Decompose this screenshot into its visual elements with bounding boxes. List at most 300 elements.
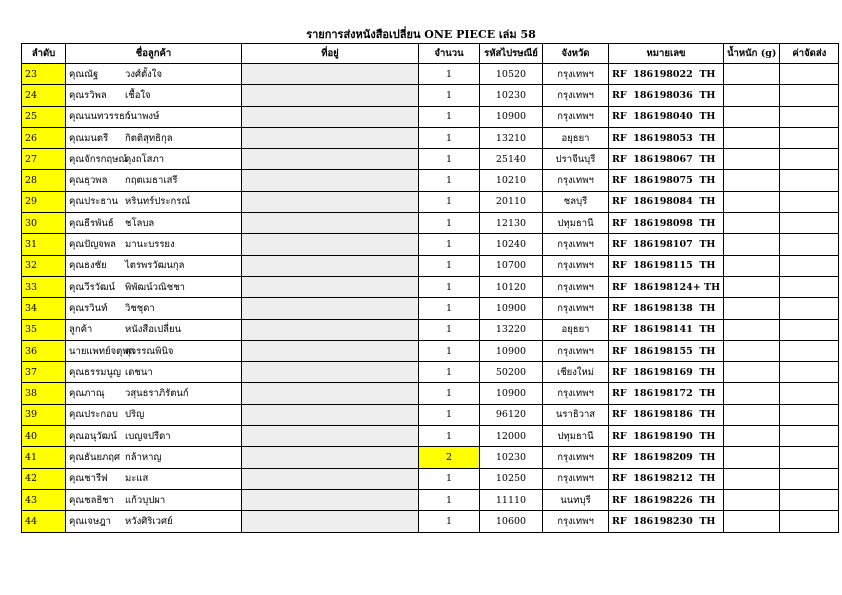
first-name: คุณประธาน bbox=[69, 196, 119, 208]
postcode-cell[interactable] bbox=[480, 85, 543, 106]
tracking-cell[interactable] bbox=[609, 383, 724, 404]
address-cell[interactable] bbox=[242, 511, 419, 532]
seq-cell[interactable] bbox=[22, 191, 66, 212]
address-cell[interactable] bbox=[242, 468, 419, 489]
last-name: เบญจปรีดา bbox=[125, 430, 171, 442]
tracking-value: RF 186198067 TH bbox=[612, 153, 716, 165]
fee-cell[interactable] bbox=[780, 234, 839, 255]
address-cell[interactable] bbox=[242, 170, 419, 191]
table-row bbox=[22, 191, 839, 212]
header-province: จังหวัด bbox=[543, 44, 609, 64]
weight-cell[interactable] bbox=[724, 234, 780, 255]
tracking-value: RF 186198186 TH bbox=[612, 409, 716, 421]
table-row bbox=[22, 255, 839, 276]
seq-value: 36 bbox=[25, 345, 38, 357]
tracking-cell[interactable] bbox=[609, 511, 724, 532]
tracking-value: RF 186198053 TH bbox=[612, 132, 716, 144]
address-cell[interactable] bbox=[242, 255, 419, 276]
qty-value: 1 bbox=[445, 430, 453, 442]
tracking-value: RF 186198230 TH bbox=[612, 515, 716, 527]
province-cell[interactable] bbox=[543, 447, 609, 468]
postcode-cell[interactable] bbox=[480, 255, 543, 276]
table-row bbox=[22, 213, 839, 234]
qty-cell[interactable] bbox=[419, 340, 480, 361]
last-name: ดุงถโสภา bbox=[125, 153, 165, 165]
qty-value: 1 bbox=[445, 68, 453, 80]
postcode-value: 13210 bbox=[495, 132, 527, 144]
table-row bbox=[22, 64, 839, 85]
header-weight: น้ำหนัก (g) bbox=[724, 44, 780, 64]
province-value: กรุงเทพฯ bbox=[557, 239, 594, 251]
customer-name-cell[interactable] bbox=[66, 106, 242, 127]
seq-cell[interactable] bbox=[22, 468, 66, 489]
qty-cell[interactable] bbox=[419, 149, 480, 170]
seq-cell[interactable] bbox=[22, 383, 66, 404]
customer-name-cell[interactable] bbox=[66, 170, 242, 191]
address-cell[interactable] bbox=[242, 404, 419, 425]
seq-cell[interactable] bbox=[22, 127, 66, 148]
postcode-value: 10230 bbox=[495, 89, 527, 101]
address-cell[interactable] bbox=[242, 276, 419, 297]
province-value: นนทบุรี bbox=[560, 494, 591, 506]
last-name: เชื้อใจ bbox=[125, 89, 151, 101]
seq-value: 30 bbox=[25, 217, 38, 229]
header-fee: ค่าจัดส่ง bbox=[780, 44, 839, 64]
seq-cell[interactable] bbox=[22, 149, 66, 170]
postcode-value: 10900 bbox=[495, 302, 527, 314]
seq-value: 34 bbox=[25, 302, 38, 314]
fee-cell[interactable] bbox=[780, 149, 839, 170]
first-name: คุณธีรพันธ์ bbox=[69, 217, 114, 229]
tracking-cell[interactable] bbox=[609, 191, 724, 212]
province-cell[interactable] bbox=[543, 106, 609, 127]
qty-cell[interactable] bbox=[419, 64, 480, 85]
seq-cell[interactable] bbox=[22, 106, 66, 127]
seq-cell[interactable] bbox=[22, 170, 66, 191]
fee-cell[interactable] bbox=[780, 362, 839, 383]
postcode-cell[interactable] bbox=[480, 362, 543, 383]
table-row bbox=[22, 447, 839, 468]
customer-name-cell[interactable] bbox=[66, 489, 242, 510]
qty-value: 1 bbox=[445, 388, 453, 400]
last-name: หวังศิริเวศย์ bbox=[125, 515, 173, 527]
qty-cell[interactable] bbox=[419, 255, 480, 276]
weight-cell[interactable] bbox=[724, 64, 780, 85]
last-name: มะแส bbox=[125, 473, 149, 485]
address-cell[interactable] bbox=[242, 149, 419, 170]
address-cell[interactable] bbox=[242, 85, 419, 106]
tracking-value: RF 186198115 TH bbox=[612, 260, 716, 272]
address-cell[interactable] bbox=[242, 234, 419, 255]
fee-cell[interactable] bbox=[780, 85, 839, 106]
qty-cell[interactable] bbox=[419, 85, 480, 106]
tracking-cell[interactable] bbox=[609, 64, 724, 85]
postcode-value: 13220 bbox=[495, 324, 527, 336]
province-cell[interactable] bbox=[543, 489, 609, 510]
header-row bbox=[22, 44, 839, 64]
fee-cell[interactable] bbox=[780, 340, 839, 361]
table-row bbox=[22, 489, 839, 510]
qty-cell[interactable] bbox=[419, 426, 480, 447]
province-value: กรุงเทพฯ bbox=[557, 451, 594, 463]
postcode-cell[interactable] bbox=[480, 468, 543, 489]
province-value: กรุงเทพฯ bbox=[557, 111, 594, 123]
customer-name-cell[interactable] bbox=[66, 85, 242, 106]
province-value: อยุธยา bbox=[561, 324, 590, 336]
fee-cell[interactable] bbox=[780, 127, 839, 148]
qty-cell[interactable] bbox=[419, 447, 480, 468]
qty-value: 1 bbox=[445, 515, 453, 527]
province-cell[interactable] bbox=[543, 255, 609, 276]
postcode-cell[interactable] bbox=[480, 447, 543, 468]
province-cell[interactable] bbox=[543, 383, 609, 404]
address-cell[interactable] bbox=[242, 447, 419, 468]
weight-cell[interactable] bbox=[724, 149, 780, 170]
seq-cell[interactable] bbox=[22, 404, 66, 425]
seq-cell[interactable] bbox=[22, 426, 66, 447]
first-name: คุณรวิพล bbox=[69, 89, 107, 101]
tracking-cell[interactable] bbox=[609, 340, 724, 361]
qty-value: 1 bbox=[445, 302, 453, 314]
tracking-cell[interactable] bbox=[609, 426, 724, 447]
tracking-cell[interactable] bbox=[609, 468, 724, 489]
first-name: คุณณัฐ bbox=[69, 68, 99, 80]
table-row bbox=[22, 319, 839, 340]
weight-cell[interactable] bbox=[724, 213, 780, 234]
postcode-cell[interactable] bbox=[480, 426, 543, 447]
weight-cell[interactable] bbox=[724, 489, 780, 510]
province-cell[interactable] bbox=[543, 149, 609, 170]
tracking-value: RF 186198040 TH bbox=[612, 111, 716, 123]
customer-name-cell[interactable] bbox=[66, 340, 242, 361]
customer-name-cell[interactable] bbox=[66, 362, 242, 383]
province-cell[interactable] bbox=[543, 298, 609, 319]
seq-value: 37 bbox=[25, 366, 38, 378]
qty-cell[interactable] bbox=[419, 213, 480, 234]
seq-cell[interactable] bbox=[22, 319, 66, 340]
seq-cell[interactable] bbox=[22, 64, 66, 85]
weight-cell[interactable] bbox=[724, 85, 780, 106]
header-seq: ลำดับ bbox=[22, 44, 66, 64]
qty-cell[interactable] bbox=[419, 362, 480, 383]
seq-cell[interactable] bbox=[22, 276, 66, 297]
province-cell[interactable] bbox=[543, 511, 609, 532]
tracking-cell[interactable] bbox=[609, 170, 724, 191]
customer-name-cell[interactable] bbox=[66, 127, 242, 148]
customer-name-cell[interactable] bbox=[66, 64, 242, 85]
province-cell[interactable] bbox=[543, 426, 609, 447]
tracking-value: RF 186198169 TH bbox=[612, 366, 716, 378]
fee-cell[interactable] bbox=[780, 213, 839, 234]
qty-cell[interactable] bbox=[419, 106, 480, 127]
address-cell[interactable] bbox=[242, 127, 419, 148]
qty-value: 1 bbox=[445, 281, 453, 293]
weight-cell[interactable] bbox=[724, 319, 780, 340]
customer-name-cell[interactable] bbox=[66, 234, 242, 255]
postcode-cell[interactable] bbox=[480, 191, 543, 212]
province-cell[interactable] bbox=[543, 191, 609, 212]
customer-name-cell[interactable] bbox=[66, 511, 242, 532]
province-cell[interactable] bbox=[543, 468, 609, 489]
table-row bbox=[22, 340, 839, 361]
seq-cell[interactable] bbox=[22, 213, 66, 234]
postcode-value: 12130 bbox=[495, 217, 527, 229]
tracking-cell[interactable] bbox=[609, 106, 724, 127]
customer-name-cell[interactable] bbox=[66, 404, 242, 425]
fee-cell[interactable] bbox=[780, 404, 839, 425]
customer-name-cell[interactable] bbox=[66, 255, 242, 276]
postcode-cell[interactable] bbox=[480, 127, 543, 148]
header-postcode: รหัสไปรษณีย์ bbox=[480, 44, 543, 64]
weight-cell[interactable] bbox=[724, 170, 780, 191]
tracking-cell[interactable] bbox=[609, 213, 724, 234]
last-name: แก้วบุปผา bbox=[125, 494, 166, 506]
province-cell[interactable] bbox=[543, 319, 609, 340]
weight-cell[interactable] bbox=[724, 106, 780, 127]
qty-cell[interactable] bbox=[419, 511, 480, 532]
province-value: ชลบุรี bbox=[563, 196, 588, 208]
postcode-value: 25140 bbox=[495, 153, 527, 165]
tracking-cell[interactable] bbox=[609, 127, 724, 148]
address-cell[interactable] bbox=[242, 340, 419, 361]
qty-value: 1 bbox=[445, 239, 453, 251]
tracking-cell[interactable] bbox=[609, 362, 724, 383]
province-cell[interactable] bbox=[543, 234, 609, 255]
tracking-cell[interactable] bbox=[609, 447, 724, 468]
seq-cell[interactable] bbox=[22, 340, 66, 361]
customer-name-cell[interactable] bbox=[66, 213, 242, 234]
first-name: คุณนนทวรรธก์ bbox=[69, 111, 131, 123]
qty-value: 1 bbox=[445, 196, 453, 208]
last-name: กล้าหาญ bbox=[125, 451, 162, 463]
weight-cell[interactable] bbox=[724, 255, 780, 276]
address-cell[interactable] bbox=[242, 319, 419, 340]
fee-cell[interactable] bbox=[780, 276, 839, 297]
fee-cell[interactable] bbox=[780, 383, 839, 404]
table-row bbox=[22, 298, 839, 319]
customer-name-cell[interactable] bbox=[66, 276, 242, 297]
first-name: คุณอนุวัฒน์ bbox=[69, 430, 117, 442]
address-cell[interactable] bbox=[242, 489, 419, 510]
qty-cell[interactable] bbox=[419, 298, 480, 319]
tracking-cell[interactable] bbox=[609, 298, 724, 319]
postcode-cell[interactable] bbox=[480, 276, 543, 297]
customer-name-cell[interactable] bbox=[66, 319, 242, 340]
customer-name-cell[interactable] bbox=[66, 426, 242, 447]
postcode-cell[interactable] bbox=[480, 106, 543, 127]
weight-cell[interactable] bbox=[724, 426, 780, 447]
tracking-value: RF 186198209 TH bbox=[612, 451, 716, 463]
seq-cell[interactable] bbox=[22, 447, 66, 468]
qty-value: 1 bbox=[445, 217, 453, 229]
province-cell[interactable] bbox=[543, 404, 609, 425]
seq-cell[interactable] bbox=[22, 511, 66, 532]
weight-cell[interactable] bbox=[724, 383, 780, 404]
postcode-cell[interactable] bbox=[480, 340, 543, 361]
seq-value: 26 bbox=[25, 132, 38, 144]
tracking-cell[interactable] bbox=[609, 149, 724, 170]
postcode-cell[interactable] bbox=[480, 383, 543, 404]
weight-cell[interactable] bbox=[724, 191, 780, 212]
province-value: นราธิวาส bbox=[555, 409, 596, 421]
province-cell[interactable] bbox=[543, 170, 609, 191]
qty-cell[interactable] bbox=[419, 468, 480, 489]
customer-name-cell[interactable] bbox=[66, 191, 242, 212]
weight-cell[interactable] bbox=[724, 511, 780, 532]
last-name: มานะบรรยง bbox=[125, 239, 175, 251]
province-cell[interactable] bbox=[543, 127, 609, 148]
first-name: คุณชลธิชา bbox=[69, 494, 115, 506]
postcode-value: 96120 bbox=[495, 409, 527, 421]
seq-cell[interactable] bbox=[22, 298, 66, 319]
weight-cell[interactable] bbox=[724, 298, 780, 319]
customer-name-cell[interactable] bbox=[66, 447, 242, 468]
seq-cell[interactable] bbox=[22, 489, 66, 510]
postcode-cell[interactable] bbox=[480, 511, 543, 532]
weight-cell[interactable] bbox=[724, 127, 780, 148]
seq-cell[interactable] bbox=[22, 234, 66, 255]
postcode-cell[interactable] bbox=[480, 170, 543, 191]
address-cell[interactable] bbox=[242, 362, 419, 383]
fee-cell[interactable] bbox=[780, 511, 839, 532]
seq-cell[interactable] bbox=[22, 362, 66, 383]
seq-value: 25 bbox=[25, 111, 38, 123]
province-value: กรุงเทพฯ bbox=[557, 68, 594, 80]
qty-value: 2 bbox=[445, 451, 453, 463]
tracking-cell[interactable] bbox=[609, 276, 724, 297]
header-address: ที่อยู่ bbox=[242, 44, 419, 64]
postcode-cell[interactable] bbox=[480, 489, 543, 510]
province-value: กรุงเทพฯ bbox=[557, 260, 594, 272]
fee-cell[interactable] bbox=[780, 106, 839, 127]
tracking-cell[interactable] bbox=[609, 234, 724, 255]
seq-cell[interactable] bbox=[22, 85, 66, 106]
address-cell[interactable] bbox=[242, 191, 419, 212]
weight-cell[interactable] bbox=[724, 447, 780, 468]
address-cell[interactable] bbox=[242, 383, 419, 404]
fee-cell[interactable] bbox=[780, 191, 839, 212]
qty-cell[interactable] bbox=[419, 170, 480, 191]
fee-cell[interactable] bbox=[780, 489, 839, 510]
qty-cell[interactable] bbox=[419, 234, 480, 255]
weight-cell[interactable] bbox=[724, 468, 780, 489]
tracking-value: RF 186198190 TH bbox=[612, 430, 716, 442]
weight-cell[interactable] bbox=[724, 362, 780, 383]
fee-cell[interactable] bbox=[780, 64, 839, 85]
postcode-cell[interactable] bbox=[480, 64, 543, 85]
qty-cell[interactable] bbox=[419, 276, 480, 297]
qty-cell[interactable] bbox=[419, 404, 480, 425]
province-value: กรุงเทพฯ bbox=[557, 175, 594, 187]
qty-cell[interactable] bbox=[419, 489, 480, 510]
page-title: รายการส่งหนังสือเปลี่ยน ONE PIECE เล่ม 58 bbox=[306, 28, 536, 41]
tracking-cell[interactable] bbox=[609, 404, 724, 425]
qty-cell[interactable] bbox=[419, 319, 480, 340]
postcode-value: 11110 bbox=[495, 494, 527, 506]
province-cell[interactable] bbox=[543, 276, 609, 297]
seq-value: 40 bbox=[25, 430, 38, 442]
tracking-cell[interactable] bbox=[609, 489, 724, 510]
tracking-cell[interactable] bbox=[609, 85, 724, 106]
province-cell[interactable] bbox=[543, 213, 609, 234]
first-name: คุณรวินท์ bbox=[69, 302, 108, 314]
postcode-cell[interactable] bbox=[480, 149, 543, 170]
fee-cell[interactable] bbox=[780, 298, 839, 319]
address-cell[interactable] bbox=[242, 426, 419, 447]
province-cell[interactable] bbox=[543, 362, 609, 383]
postcode-cell[interactable] bbox=[480, 234, 543, 255]
address-cell[interactable] bbox=[242, 106, 419, 127]
province-cell[interactable] bbox=[543, 340, 609, 361]
fee-cell[interactable] bbox=[780, 447, 839, 468]
last-name: เดชนา bbox=[125, 366, 153, 378]
qty-cell[interactable] bbox=[419, 191, 480, 212]
first-name: ลูกค้า bbox=[69, 324, 93, 336]
fee-cell[interactable] bbox=[780, 255, 839, 276]
weight-cell[interactable] bbox=[724, 404, 780, 425]
postcode-cell[interactable] bbox=[480, 298, 543, 319]
last-name: กฤตเมธาเสรี bbox=[125, 175, 178, 187]
fee-cell[interactable] bbox=[780, 426, 839, 447]
first-name: คุณประกอบ bbox=[69, 409, 118, 421]
tracking-cell[interactable] bbox=[609, 255, 724, 276]
seq-cell[interactable] bbox=[22, 255, 66, 276]
tracking-value: RF 186198075 TH bbox=[612, 175, 716, 187]
postcode-cell[interactable] bbox=[480, 319, 543, 340]
last-name: ชโลบล bbox=[125, 217, 155, 229]
postcode-cell[interactable] bbox=[480, 404, 543, 425]
qty-cell[interactable] bbox=[419, 127, 480, 148]
province-cell[interactable] bbox=[543, 85, 609, 106]
fee-cell[interactable] bbox=[780, 170, 839, 191]
customer-name-cell[interactable] bbox=[66, 468, 242, 489]
seq-value: 38 bbox=[25, 388, 38, 400]
tracking-cell[interactable] bbox=[609, 319, 724, 340]
last-name: หรินทร์ประกรณ์ bbox=[125, 196, 191, 208]
postcode-value: 10210 bbox=[495, 175, 527, 187]
tracking-value: RF 186198141 TH bbox=[612, 324, 716, 336]
address-cell[interactable] bbox=[242, 213, 419, 234]
weight-cell[interactable] bbox=[724, 340, 780, 361]
last-name: พิพัฒน์วณิชชา bbox=[125, 281, 185, 293]
address-cell[interactable] bbox=[242, 64, 419, 85]
province-value: เชียงใหม่ bbox=[556, 366, 595, 378]
province-cell[interactable] bbox=[543, 64, 609, 85]
province-value: กรุงเทพฯ bbox=[557, 302, 594, 314]
table-row bbox=[22, 106, 839, 127]
customer-name-cell[interactable] bbox=[66, 383, 242, 404]
seq-value: 24 bbox=[25, 89, 38, 101]
fee-cell[interactable] bbox=[780, 468, 839, 489]
seq-value: 33 bbox=[25, 281, 38, 293]
customer-name-cell[interactable] bbox=[66, 149, 242, 170]
first-name: คุณธงชัย bbox=[69, 260, 107, 272]
address-cell[interactable] bbox=[242, 298, 419, 319]
fee-cell[interactable] bbox=[780, 319, 839, 340]
postcode-value: 12000 bbox=[495, 430, 527, 442]
weight-cell[interactable] bbox=[724, 276, 780, 297]
qty-cell[interactable] bbox=[419, 383, 480, 404]
customer-name-cell[interactable] bbox=[66, 298, 242, 319]
postcode-value: 10250 bbox=[495, 473, 527, 485]
shipping-table bbox=[21, 43, 839, 533]
header-qty: จำนวน bbox=[419, 44, 480, 64]
postcode-cell[interactable] bbox=[480, 213, 543, 234]
table-row bbox=[22, 234, 839, 255]
tracking-value: RF 186198036 TH bbox=[612, 89, 716, 101]
table-row bbox=[22, 170, 839, 191]
postcode-value: 50200 bbox=[495, 366, 527, 378]
